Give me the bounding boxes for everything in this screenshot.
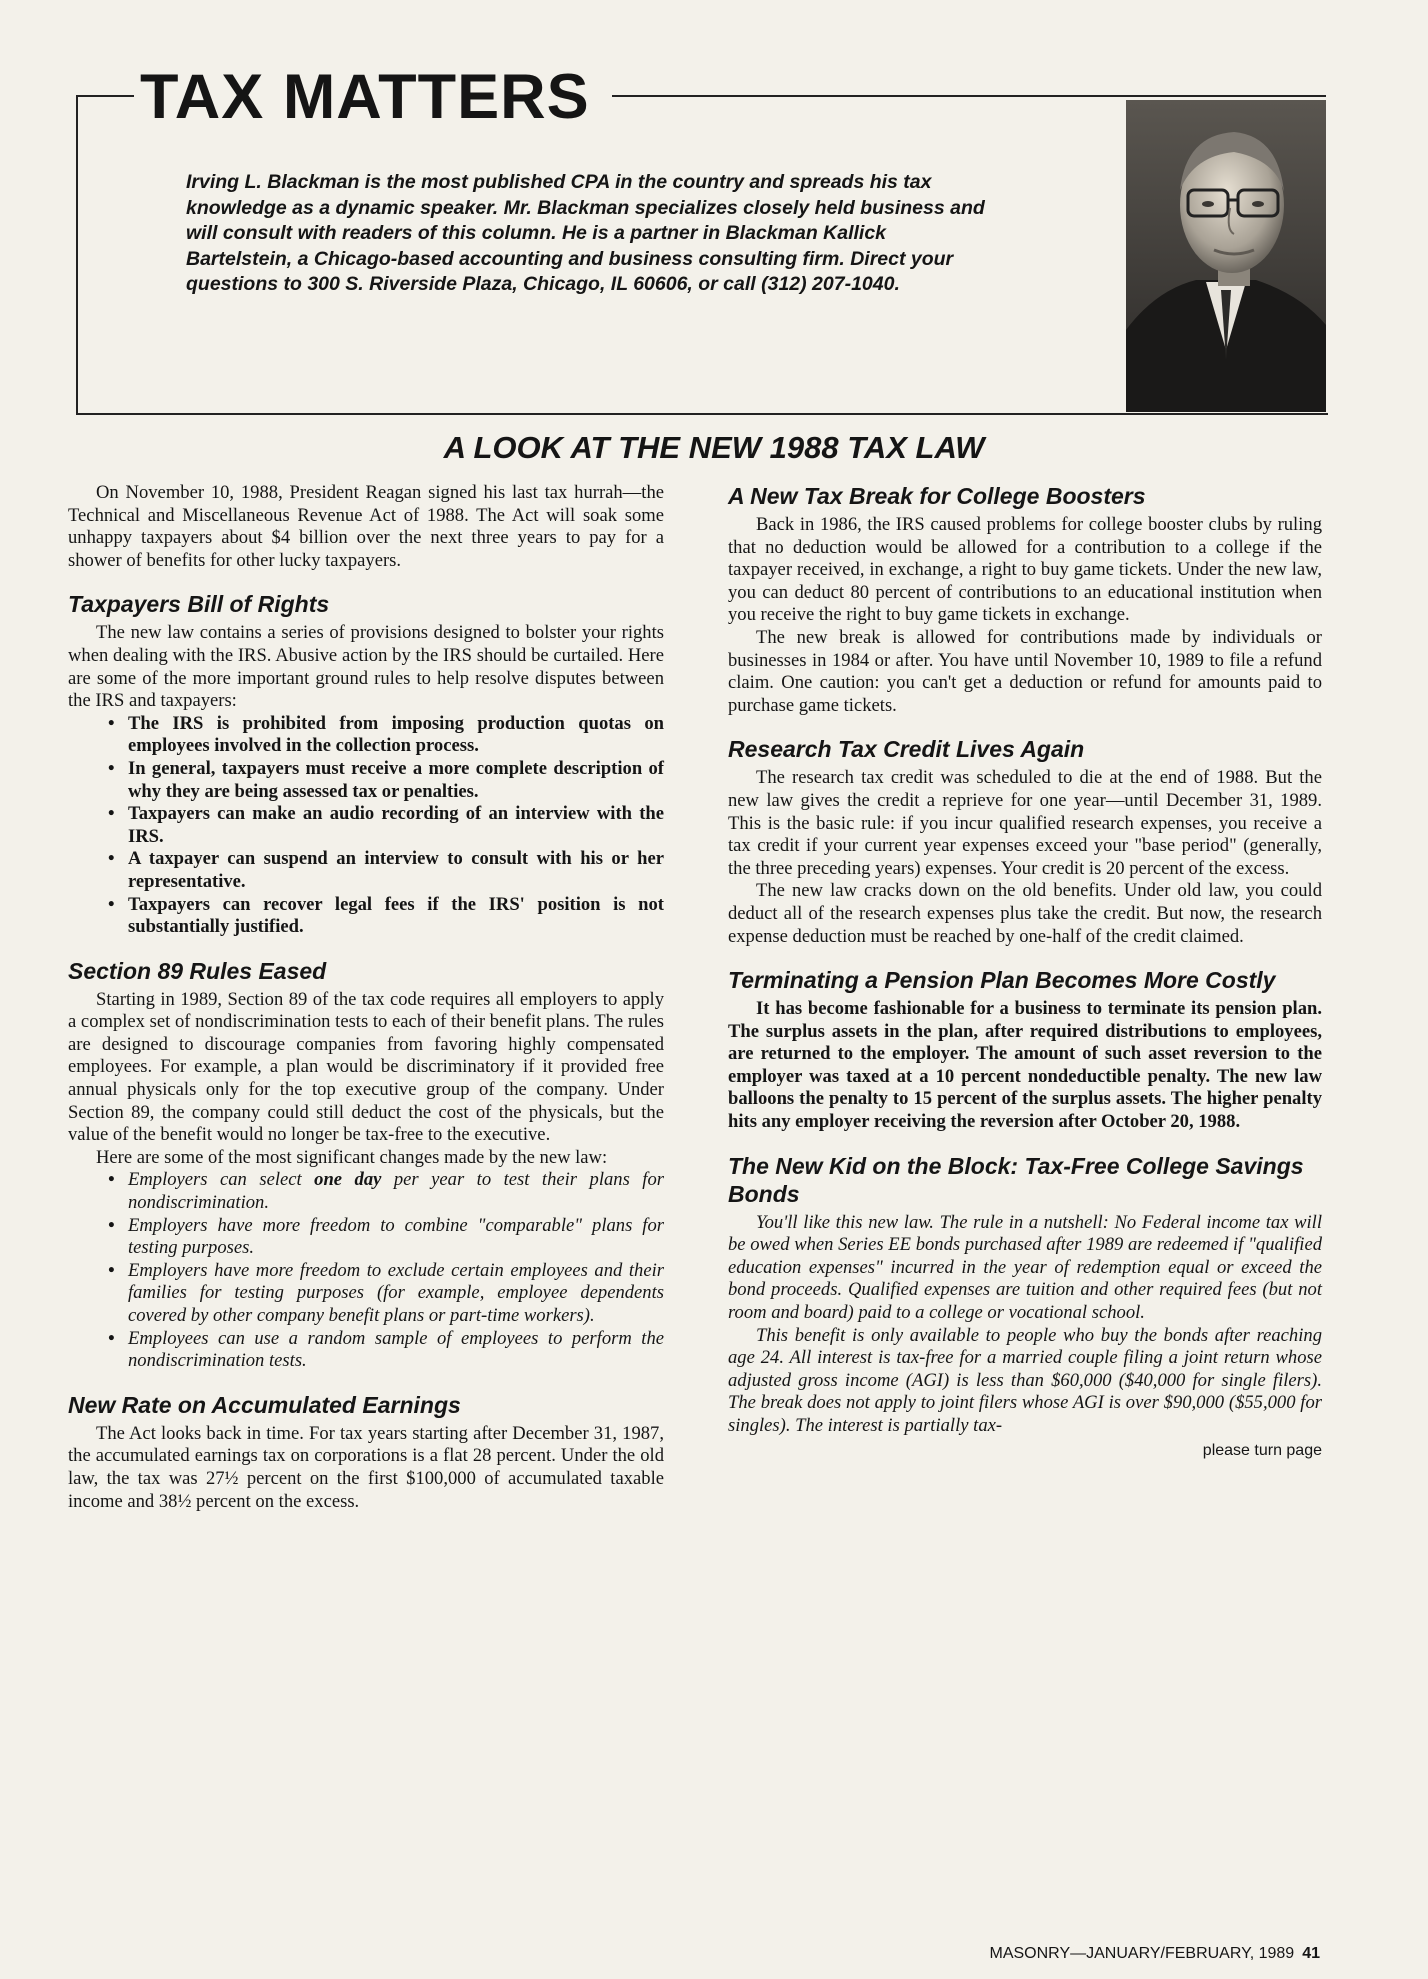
college-boosters-paragraph: Back in 1986, the IRS caused problems for college booster clubs by ruling that no deduction would be allowed for a contribution to a college if the taxpayer received, in exchange, a right to buy game tickets. Under the new law, you can deduct 80 percent of contributions to an educational institution when you receive the right to buy game tickets in exchange. (728, 514, 1322, 626)
bill-of-rights-paragraph: The new law contains a series of provisions designed to bolster your rights when dealing with the IRS. Abusive action by the IRS should be curtailed. Here are some of the more important ground rules to help resolve disputes between the IRS and taxpayers: (68, 622, 664, 712)
savings-bonds-paragraph: This benefit is only available to people who buy the bonds after reaching age 24. All interest is tax-free for a married couple filing a joint return whose adjusted gross income (AGI) is less than $60,000 ($40,000 for single filers). The break does not apply to joint filers whose AGI is over $90,000 ($55,000 for singles). The interest is partially tax- (728, 1324, 1322, 1436)
article-headline: A LOOK AT THE NEW 1988 TAX LAW (443, 430, 985, 465)
list-item: • The IRS is prohibited from imposing production quotas on employees involved in the collection process. (128, 713, 664, 758)
left-column (68, 482, 664, 1513)
column-masthead: TAX MATTERS (140, 62, 590, 132)
right-column (728, 482, 1322, 1462)
section-89-paragraph: Starting in 1989, Section 89 of the tax code requires all employers to apply a complex set of nondiscrimination tests to each of their benefit plans. The rules are designed to discourage companies from favoring highly compensated employees. For example, a plan would be discriminatory if it provided free annual physicals only for the top executive group of the company. Under Section 89, the company could still deduct the cost of the physicals, but the value of the benefit would no longer be tax-free to the executive. (68, 988, 664, 1146)
pension-plan-paragraph: It has become fashionable for a business to terminate its pension plan. The surplus assets in the plan, after required distributions to employees, are returned to the employer. The amount of such asset reversion to the employer was taxed at a 10 percent nondeductible penalty. The new law balloons the penalty to 15 percent of the surplus assets. The higher penalty hits any employer receiving the reversion after October 20, 1988. (728, 998, 1322, 1133)
research-credit-paragraph: The research tax credit was scheduled to die at the end of 1988. But the new law gives the credit a reprieve for one year—until December 31, 1989. This is the basic rule: if you incur qualified research expenses, you receive a tax credit if your current year expenses exceed your "base period" (generally, the three preceding years) expenses. Your credit is 20 percent of the excess. (728, 767, 1322, 879)
continued-note: please turn page (1202, 1441, 1322, 1459)
intro-paragraph: On November 10, 1988, President Reagan signed his last tax hurrah—the Technical and Miscellaneous Revenue Act of 1988. The Act will soak some unhappy taxpayers about $4 billion over the next three years to pay for a shower of benefits for other lucky taxpayers. (68, 482, 664, 571)
section-heading-pension-plan: Terminating a Pension Plan Becomes More Costly (728, 967, 1276, 994)
header-frame-rule-left (76, 95, 134, 97)
bill-of-rights-list (68, 713, 664, 939)
list-item-text: Employers can select (128, 1169, 315, 1191)
savings-bonds-paragraph: You'll like this new law. The rule in a nutshell: No Federal income tax will be owed when Series EE bonds purchased after 1989 are redeemed if "qualified education expenses" incurred in the year of redemption equal or exceed the bond proceeds. Qualified expenses are tuition and other required fees (but not room and board) paid to a college or vocational school. (728, 1211, 1322, 1324)
list-item: • Taxpayers can make an audio recording of an interview with the IRS. (128, 803, 664, 848)
list-item: • In general, taxpayers must receive a more complete description of why they are being assessed tax or penalties. (128, 758, 664, 803)
accumulated-earnings-paragraph: The Act looks back in time. For tax years starting after December 31, 1987, the accumulated earnings tax on corporations is a flat 28 percent. Under the old law, the tax was 27½ percent on the first $100,000 of accumulated taxable income and 38½ percent on the excess. (68, 1422, 664, 1512)
research-credit-paragraph: The new law cracks down on the old benefits. Under old law, you could deduct all of the research expenses plus take the credit. But now, the research expense deduction must be reached by one-half of the credit claimed. (728, 880, 1322, 947)
section-89-paragraph: Here are some of the most significant changes made by the new law: (96, 1146, 608, 1168)
author-portrait-photo (1126, 100, 1326, 412)
publication-line: MASONRY—JANUARY/FEBRUARY, 1989 (989, 1945, 1295, 1962)
section-heading-college-boosters: A New Tax Break for College Boosters (728, 483, 1146, 509)
section-heading-section-89: Section 89 Rules Eased (68, 957, 327, 984)
header-frame-rule-right (612, 95, 1326, 97)
page-footer (880, 1945, 1320, 1963)
list-item (128, 1169, 664, 1214)
section-heading-research-credit: Research Tax Credit Lives Again (728, 736, 1085, 763)
list-item: • Taxpayers can recover legal fees if the IRS' position is not substantially justified. (128, 894, 664, 939)
section-heading-accumulated-earnings: New Rate on Accumulated Earnings (68, 1391, 461, 1418)
list-item: • Employers have more freedom to combine "comparable" plans for testing purposes. (128, 1215, 664, 1260)
list-item: • Employers have more freedom to exclude certain employees and their families for testing purposes (for example, employee dependents covered by other company benefit plans or part-time workers). (128, 1260, 664, 1328)
list-item-text: per year to test their plans for nondiscrimination. (128, 1169, 664, 1214)
college-boosters-paragraph: The new break is allowed for contributions made by individuals or businesses in 1984 or after. You have until November 10, 1989 to file a refund claim. One caution: you can't get a deduction or refund for amounts paid to purchase game tickets. (728, 626, 1322, 716)
page-number: 41 (1302, 1945, 1320, 1962)
section-heading-bill-of-rights: Taxpayers Bill of Rights (68, 591, 330, 618)
emphasis-text: one day (314, 1169, 382, 1191)
list-item: • A taxpayer can suspend an interview to consult with his or her representative. (128, 848, 664, 893)
author-bio: Irving L. Blackman is the most published CPA in the country and spreads his tax knowledge as a dynamic speaker. Mr. Blackman specializes closely held business and will consult with readers of this column. He is a partner in Blackman Kallick Bartelstein, a Chicago-based accounting and business consulting firm. Direct your questions to 300 S. Riverside Plaza, Chicago, IL 60606, or call (312) 207-1040. (186, 171, 985, 296)
section-heading-savings-bonds: The New Kid on the Block: Tax-Free College Savings Bonds (728, 1152, 1304, 1207)
list-item: • Employees can use a random sample of employees to perform the nondiscrimination tests. (128, 1328, 664, 1373)
section-89-list (68, 1169, 664, 1372)
